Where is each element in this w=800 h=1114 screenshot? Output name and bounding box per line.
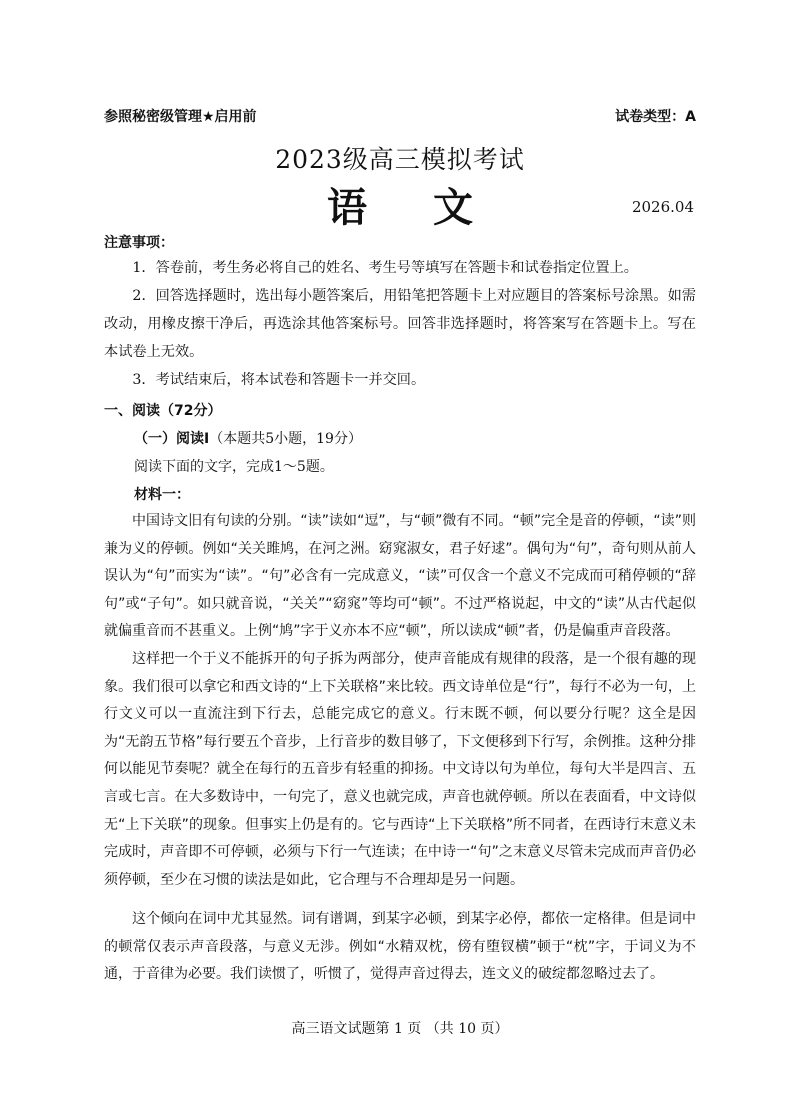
exam-date: 2026.04 xyxy=(631,198,694,216)
reading-instruction: 阅读下面的文字，完成1～5题。 xyxy=(134,459,334,475)
confidential-label: 参照秘密级管理★启用前 xyxy=(104,109,257,125)
section-heading: 一、阅读（72分） xyxy=(104,403,222,419)
material-paragraph-3: 这个倾向在词中尤其显然。词有谱调，到某字必顿，到某字必停，都依一定格律。但是词中的顿常仅表示声音段落，与意义无涉。例如“水精双枕，傍有堕钗横”顿于“枕”字，于词义为不通，于音律为必要。我们读惯了，听惯了，觉得声音过得去，连文义的破绽都忽略过去了。 xyxy=(104,911,696,983)
material-paragraph-2: 这样把一个于义不能拆开的句子拆为两部分，使声音能成有规律的段落，是一个很有趣的现象。我们很可以拿它和西文诗的“上下关联格”来比较。西文诗单位是“行”，每行不必为一句，上行文义可以一直流注到下行去，总能完成它的意义。行末既不顿，何以要分行呢？这全是因为“无韵五节格”每行要五个音步，上行音步的数目够了，下文便移到下行写，余例推。这种分排何以能见节奏呢？就全在每行的五音步有轻重的抑扬。中文诗以句为单位，每句大半是四言、五言或七言。在大多数诗中，一句完了，意义也就完成，声音也就停顿。所以在表面看，中文诗似无“上下关联”的现象。但事实上仍是有的。它与西诗“上下关联格”所不同者，在西诗行末意义未完成时，声音即不可停顿，必须与下行一气连读；在中诗一“句”之末意义尽管未完成而声音仍必须停顿，至少在习惯的读法是如此，它合理与不合理却是另一问题。 xyxy=(104,651,696,888)
subsection-title: （一）阅读Ⅰ xyxy=(134,431,210,447)
subject-title: 语 文 xyxy=(327,184,499,231)
header-line xyxy=(104,106,696,128)
subsection-heading xyxy=(134,428,362,448)
material-paragraph-1: 中国诗文旧有句读的分别。“读”读如“逗”，与“顿”微有不同。“顿”完全是音的停顿，“读”则兼为义的停顿。例如“关关雎鸠，在河之洲。窈窕淑女，君子好逑”。偶句为“句”，奇句则从前人误认为“句”而实为“读”。“句”必含有一完成意义，“读”可仅含一个意义不完成而可稍停顿的“辞句”或“子句”。如只就音说，“关关”“窈窕”等均可“顿”。不过严格说起，中文的“读”从古代起似就偏重音而不甚重义。上例“鸠”字于义亦本不应“顿”，所以读成“顿”者，仍是偏重声音段落。 xyxy=(104,513,696,640)
notice-heading: 注意事项： xyxy=(104,235,174,251)
paper-type-label: 试卷类型：A xyxy=(615,109,696,125)
material-heading: 材料一： xyxy=(134,487,190,503)
subsection-detail: （本题共5小题，19分） xyxy=(209,431,362,447)
notice-item-2: 2．回答选择题时，选出每小题答案后，用铅笔把答题卡上对应题目的答案标号涂黑。如需改动，用橡皮擦干净后，再选涂其他答案标号。回答非选择题时，将答案写在答题卡上。写在本试卷上无效。 xyxy=(104,288,696,360)
notice-item-1: 1．答卷前，考生务必将自己的姓名、考生号等填写在答题卡和试卷指定位置上。 xyxy=(132,260,638,276)
page-footer: 高三语文试题第 1 页 （共 10 页） xyxy=(291,1021,509,1037)
exam-title: 2023级高三模拟考试 xyxy=(275,145,525,174)
notice-item-3: 3．考试结束后，将本试卷和答题卡一并交回。 xyxy=(132,372,426,388)
